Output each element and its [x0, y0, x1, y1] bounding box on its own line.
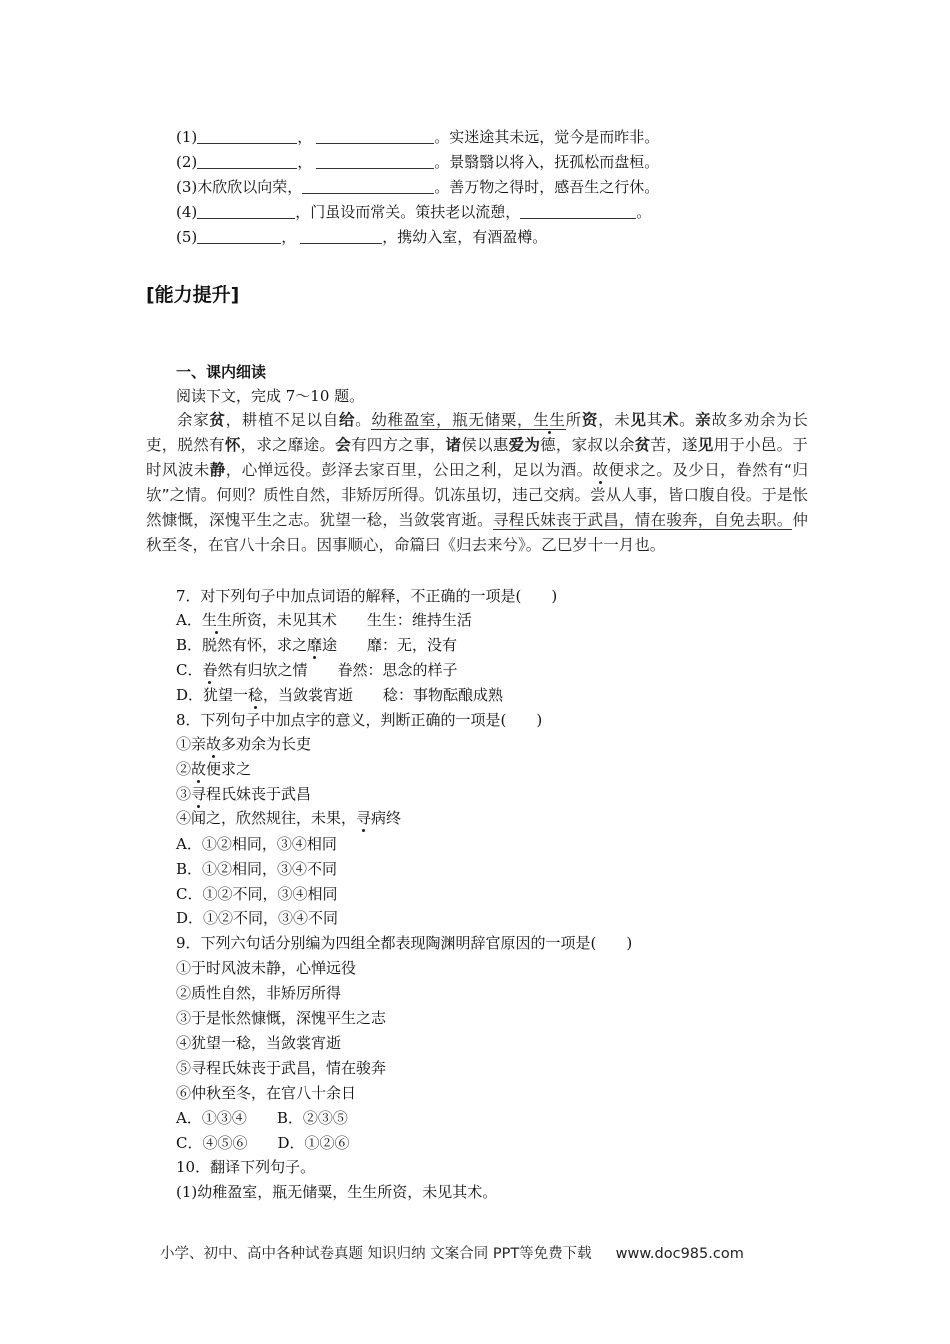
dotted-word: 生生	[533, 411, 566, 429]
passage-text: 故多劝余为长吏，脱然有	[146, 411, 808, 454]
dotted-word: 靡	[307, 636, 323, 654]
passage-text: 有四方之事，	[350, 436, 446, 454]
subsection-title: 一、课内细读	[176, 363, 267, 381]
line-text: 。景翳翳以将入，抚孤松而盘桓。	[434, 153, 660, 171]
question-8-stem: 8．下列句子中加点字的意义，判断正确的一项是( )	[176, 711, 543, 729]
line-text: 。	[636, 203, 652, 221]
question-8-item-1	[176, 734, 311, 754]
line-text: ，门虽设而常关。策扶老以流憩，	[295, 203, 521, 221]
question-8-option-a: A．①②相同，③④相同	[176, 835, 337, 853]
item-text: ②	[176, 760, 192, 778]
question-9-options-ab: A．①③④ B．②③⑤	[176, 1109, 348, 1127]
option-label: A．	[176, 611, 202, 629]
question-7-option-a	[176, 610, 472, 630]
underlined-sentence: 幼稚盈室，瓶无储粟，	[371, 411, 534, 429]
line-text: 。善万物之得时，感吾生之行休。	[434, 178, 660, 196]
answer-blank	[197, 204, 295, 219]
bold-word: 见	[630, 411, 647, 429]
answer-blank	[197, 129, 297, 144]
footer-url: www.doc985.com	[615, 1246, 744, 1262]
answer-blank	[302, 179, 434, 194]
separator: ，	[297, 153, 313, 171]
fill-blank-line-4	[176, 202, 651, 222]
bold-word: 见	[697, 436, 714, 454]
dotted-word: 故	[206, 735, 222, 753]
fill-blank-line-2	[176, 152, 659, 172]
separator: ，	[281, 228, 297, 246]
passage-text: 便求之。及少日，眷然有“归欤”之情。何则？质性自然，非矫厉所得。饥冻虽切，违己交病。尝从人事，皆口腹自役。于是怅然慷慨，深愧平生之志。犹望一稔，当敛裳宵逝。	[146, 461, 808, 529]
question-9-stem: 9．下列六句话分别编为四组全都表现陶渊明辞官原因的一项是( )	[176, 934, 633, 952]
passage-text: 苦，遂	[650, 436, 698, 454]
dotted-word: 稔	[248, 686, 264, 704]
answer-blank	[300, 229, 382, 244]
dotted-word: 寻	[356, 809, 372, 827]
passage-text: ，耕植不足以自	[225, 411, 339, 429]
passage-text: 用于小邑。于时风波未	[146, 436, 808, 479]
question-10-stem: 10．翻译下列句子。	[176, 1158, 316, 1176]
passage-text: ，求之靡途。	[240, 436, 336, 454]
option-text: D．犹望一	[176, 686, 249, 704]
question-9-item-6: ⑥仲秋至冬，在官八十余日	[176, 1084, 357, 1102]
question-9-item-5: ⑤寻程氏妹丧于武昌，情在骏奔	[176, 1059, 387, 1077]
passage-text: 其	[646, 411, 663, 429]
passage-text: ，未	[598, 411, 631, 429]
page-footer	[160, 1244, 744, 1264]
line-text: ，携幼入室，有酒盈樽。	[382, 228, 548, 246]
bold-word: 会	[335, 436, 351, 454]
separator: ，	[297, 128, 313, 146]
passage-paragraph	[146, 408, 808, 558]
item-text: ①亲	[176, 735, 207, 753]
option-text: B．脱然有怀，求之	[176, 636, 308, 654]
question-9-options-cd: C．④⑤⑥ D．①②⑥	[176, 1134, 350, 1152]
underlined-sentence: 寻程氏妹丧于武昌，情在骏奔，自免去职。	[492, 511, 793, 529]
line-text: 。实迷途其未远，觉今是而昨非。	[434, 128, 660, 146]
bold-word: 贫	[634, 436, 651, 454]
fill-blank-line-1	[176, 127, 659, 147]
bold-word: 怀	[224, 436, 241, 454]
question-8-option-d: D．①②不同，③④不同	[176, 909, 339, 927]
answer-blank	[316, 154, 434, 169]
bold-word: 爱	[508, 436, 525, 454]
question-7-option-b	[176, 635, 457, 655]
passage-text: 侯以惠	[461, 436, 509, 454]
question-9-item-4: ④犹望一稔，当敛裳宵逝	[176, 1034, 342, 1052]
question-9-item-3: ③于是怅然慷慨，深愧平生之志	[176, 1009, 387, 1027]
question-7-option-d	[176, 685, 503, 705]
bold-word: 静	[209, 461, 226, 479]
question-8-item-4	[176, 808, 401, 828]
dotted-word: 故	[592, 461, 609, 479]
passage-text: 德，家叔以余	[540, 436, 635, 454]
dotted-word: 故	[191, 760, 207, 778]
answer-blank	[316, 129, 434, 144]
item-number: (1)	[176, 128, 198, 146]
option-label: C．	[176, 661, 203, 679]
fill-blank-line-3	[176, 177, 659, 197]
question-7-option-c	[176, 660, 458, 680]
dotted-word: 寻	[191, 785, 207, 803]
bold-word: 为	[524, 436, 541, 454]
item-number: (5)	[176, 228, 198, 246]
passage-text: 余家	[177, 411, 210, 429]
item-text: ③	[176, 785, 192, 803]
question-8-option-c: C．①②不同，③④相同	[176, 885, 338, 903]
line-text: (3)木欣欣以向荣，	[176, 178, 303, 196]
item-text: ④闻之，欣然规往，未果，	[176, 809, 357, 827]
passage-text: ，心惮远役。彭泽去家百里，公田之利，足以为酒。	[225, 461, 593, 479]
section-title: [能力提升]	[146, 284, 240, 306]
question-8-item-2	[176, 759, 251, 779]
dotted-word: 生生	[201, 611, 232, 629]
passage-text: 仲秋至冬，在官八十余日。因事顺心，命篇曰《归去来兮》。乙巳岁十一月也。	[146, 511, 808, 554]
question-8-item-3	[176, 784, 311, 804]
item-text: 便求之	[206, 760, 252, 778]
bold-word: 亲	[695, 411, 712, 429]
answer-blank	[197, 154, 297, 169]
fill-blank-line-5	[176, 227, 547, 247]
question-8-option-b: B．①②相同，③④不同	[176, 860, 338, 878]
item-text: 多劝余为长吏	[221, 735, 312, 753]
item-number: (2)	[176, 153, 198, 171]
passage-text: 。	[679, 411, 696, 429]
footer-text: 小学、初中、高中各种试卷真题 知识归纳 文案合同 PPT等免费下载	[160, 1246, 592, 1262]
item-number: (4)	[176, 203, 198, 221]
question-9-item-1: ①于时风波未静，心惮远役	[176, 959, 357, 977]
bold-word: 诸	[445, 436, 462, 454]
option-text: 所资，未见其术 生生：维持生活	[231, 611, 472, 629]
item-text: 程氏妹丧于武昌	[206, 785, 312, 803]
passage-text: 。	[355, 411, 372, 429]
bold-word: 贫	[209, 411, 226, 429]
option-text: ，当敛裳宵逝 稔：事物酝酿成熟	[263, 686, 504, 704]
question-7-stem: 7．对下列句子中加点词语的解释，不正确的一项是( )	[176, 587, 558, 605]
question-9-item-2: ②质性自然，非矫厉所得	[176, 984, 342, 1002]
bold-word: 术	[662, 411, 680, 429]
instruction: 阅读下文，完成 7～10 题。	[176, 387, 365, 405]
dotted-word: 眷	[202, 661, 218, 679]
option-text: 途 靡：无，没有	[322, 636, 458, 654]
answer-blank	[197, 229, 281, 244]
question-10-sentence-1: (1)幼稚盈室，瓶无储粟，生生所资，未见其术。	[176, 1183, 498, 1201]
answer-blank	[520, 204, 636, 219]
bold-word: 给	[338, 411, 356, 429]
bold-word: 资	[581, 411, 599, 429]
option-text: 然有归欤之情 眷然：思念的样子	[217, 661, 458, 679]
item-text: 病终	[371, 809, 402, 827]
passage-text: 所	[565, 411, 582, 429]
reading-passage	[146, 408, 808, 558]
